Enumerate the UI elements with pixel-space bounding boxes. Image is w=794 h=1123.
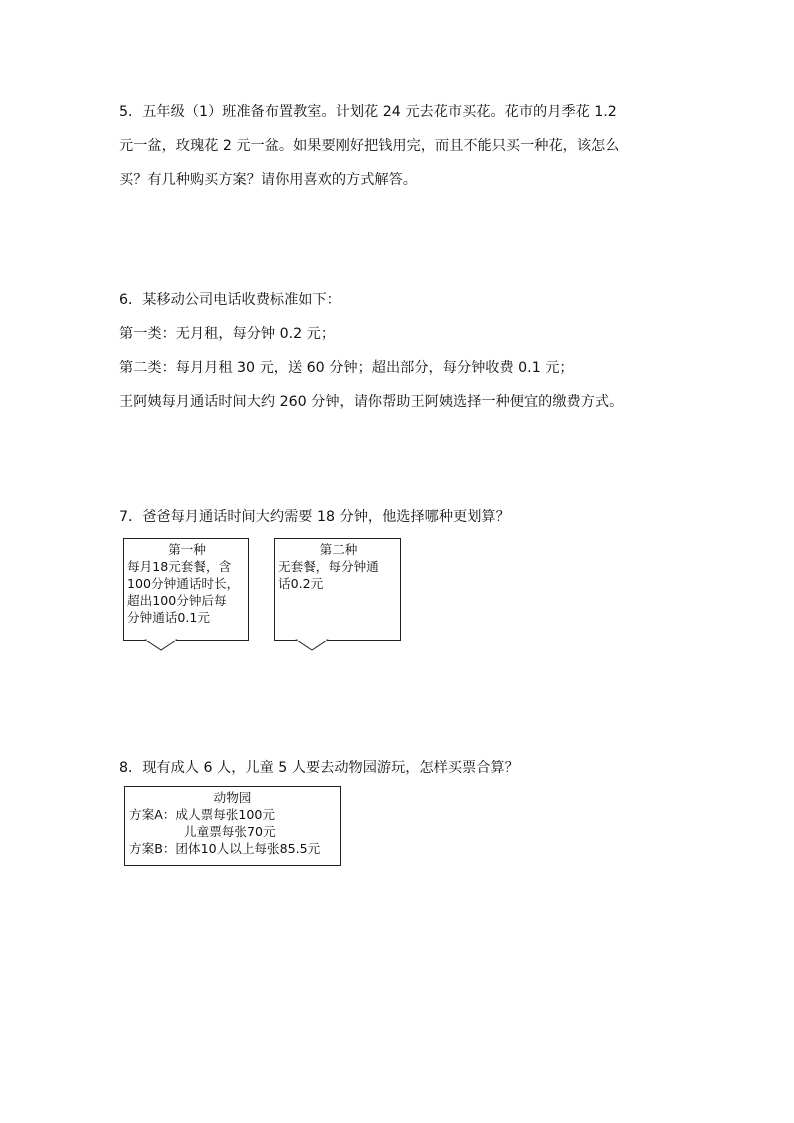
question-6-line: 第二类：每月月租 30 元，送 60 分钟；超出部分，每分钟收费 0.1 元； (119, 360, 574, 376)
callout-tail (145, 640, 177, 652)
question-7 (119, 500, 689, 534)
question-6-line: 王阿姨每月通话时间大约 260 分钟，请你帮助王阿姨选择一种便宜的缴费方式。 (119, 394, 624, 410)
question-8 (119, 751, 689, 785)
option-1-line: 每月18元套餐，含 (127, 559, 232, 574)
callout-tail (296, 640, 328, 652)
question-8-text: 8．现有成人 6 人，儿童 5 人要去动物园游玩，怎样买票合算？ (119, 760, 519, 776)
option-2-line: 无套餐，每分钟通 (278, 559, 379, 574)
callout-content (278, 541, 399, 592)
question-6 (119, 283, 689, 419)
option-1-line: 超出100分钟后每 (127, 593, 227, 608)
option-1-callout (123, 538, 249, 641)
option-1-title: 第一种 (168, 542, 206, 557)
option-2-line: 话0.2元 (278, 576, 324, 591)
question-5-line: 元一盆，玫瑰花 2 元一盆。如果要刚好把钱用完，而且不能只买一种花，该怎么 (119, 138, 620, 154)
question-6-line: 6．某移动公司电话收费标准如下： (119, 292, 341, 308)
option-2-callout (274, 538, 401, 641)
option-2-title: 第二种 (319, 542, 358, 557)
zoo-ticket-box (124, 786, 341, 866)
option-1-line: 100分钟通话时长， (127, 576, 240, 591)
question-5-line: 5．五年级（1）班准备布置教室。计划花 24 元去花市买花。花市的月季花 1.2 (119, 104, 617, 120)
question-5 (119, 95, 689, 197)
plan-a-adult: 方案A：成人票每张100元 (129, 807, 275, 822)
plan-a-child: 儿童票每张70元 (184, 824, 276, 839)
question-5-line: 买？有几种购买方案？请你用喜欢的方式解答。 (119, 172, 417, 188)
option-1-line: 分钟通话0.1元 (127, 610, 210, 625)
question-6-line: 第一类：无月租，每分钟 0.2 元； (119, 326, 336, 342)
question-7-text: 7．爸爸每月通话时间大约需要 18 分钟，他选择哪种更划算？ (119, 509, 510, 525)
plan-b: 方案B：团体10人以上每张85.5元 (129, 841, 321, 856)
callout-content (127, 541, 247, 626)
zoo-title: 动物园 (213, 790, 252, 805)
